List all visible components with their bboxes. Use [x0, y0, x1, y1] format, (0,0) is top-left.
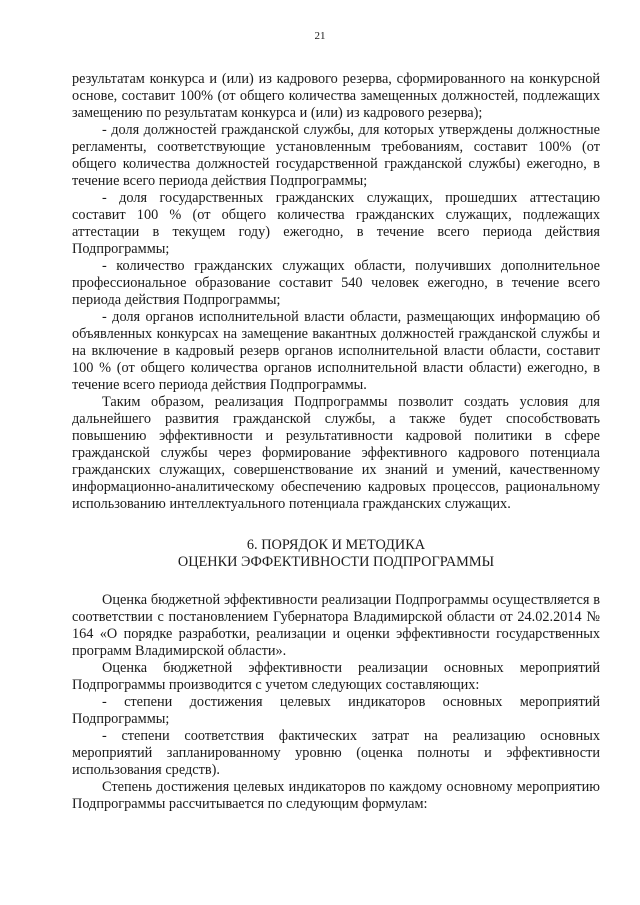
- paragraph: результатам конкурса и (или) из кадрового резерва, сформированного на конкурсной основе, составит 100% (от общего количества замещенных должностей, подлежащих замещению по результатам конкурса и (или) из кадрового резерва);: [72, 71, 600, 121]
- paragraph: - доля органов исполнительной власти области, размещающих информацию об объявленных конкурсах на замещение вакантных должностей гражданской службы и на включение в кадровый резерв органов исполнительной власти области, составит 100 % (от общего количества органов исполнительной власти области) ежегодно, в течение всего периода действия Подпрограммы.: [72, 309, 600, 393]
- paragraph: Таким образом, реализация Подпрограммы позволит создать условия для дальнейшего развития гражданской службы, а также будет способствовать повышению эффективности и результативности кадровой политики в сфере гражданской службы через формирование эффективного кадрового потенциала гражданских служащих, совершенствование их знаний и умений, качественному информационно-аналитическому обеспечению кадровых процессов, рациональному использованию интеллектуального потенциала гражданских служащих.: [72, 394, 600, 512]
- paragraph: Оценка бюджетной эффективности реализации Подпрограммы осуществляется в соответствии с постановлением Губернатора Владимирской области от 24.02.2014 № 164 «О порядке разработки, реализации и оценки эффективности государственных программ Владимирской области».: [72, 592, 600, 659]
- section-heading: [72, 537, 600, 571]
- paragraph: - степени достижения целевых индикаторов основных мероприятий Подпрограммы;: [72, 694, 600, 727]
- text-block-after-heading: [72, 592, 600, 813]
- paragraph: - степени соответствия фактических затрат на реализацию основных мероприятий запланированному уровню (оценка полноты и эффективности использования средств).: [72, 728, 600, 778]
- paragraph: - доля должностей гражданской службы, для которых утверждены должностные регламенты, соответствующие установленным требованиям, составит 100% (от общего количества должностей государственной гражданской службы) ежегодно, в течение всего периода действия Подпрограммы;: [72, 122, 600, 189]
- section-heading-line-2: ОЦЕНКИ ЭФФЕКТИВНОСТИ ПОДПРОГРАММЫ: [177, 554, 495, 570]
- paragraph: - доля государственных гражданских служащих, прошедших аттестацию составит 100 % (от общего количества гражданских служащих, подлежащих аттестации в текущем году) ежегодно, в течение всего периода действия Подпрограммы;: [72, 190, 600, 257]
- text-block-before-heading: [72, 71, 600, 513]
- paragraph: Степень достижения целевых индикаторов по каждому основному мероприятию Подпрограммы рассчитывается по следующим формулам:: [72, 779, 600, 812]
- page-content: [72, 71, 600, 813]
- page-number: 21: [314, 30, 326, 42]
- paragraph: - количество гражданских служащих области, получивших дополнительное профессиональное образование составит 540 человек ежегодно, в течение всего периода действия Подпрограммы;: [72, 258, 600, 308]
- section-heading-line-1: 6. ПОРЯДОК И МЕТОДИКА: [246, 537, 426, 553]
- paragraph: Оценка бюджетной эффективности реализации основных мероприятий Подпрограммы производится с учетом следующих составляющих:: [72, 660, 600, 693]
